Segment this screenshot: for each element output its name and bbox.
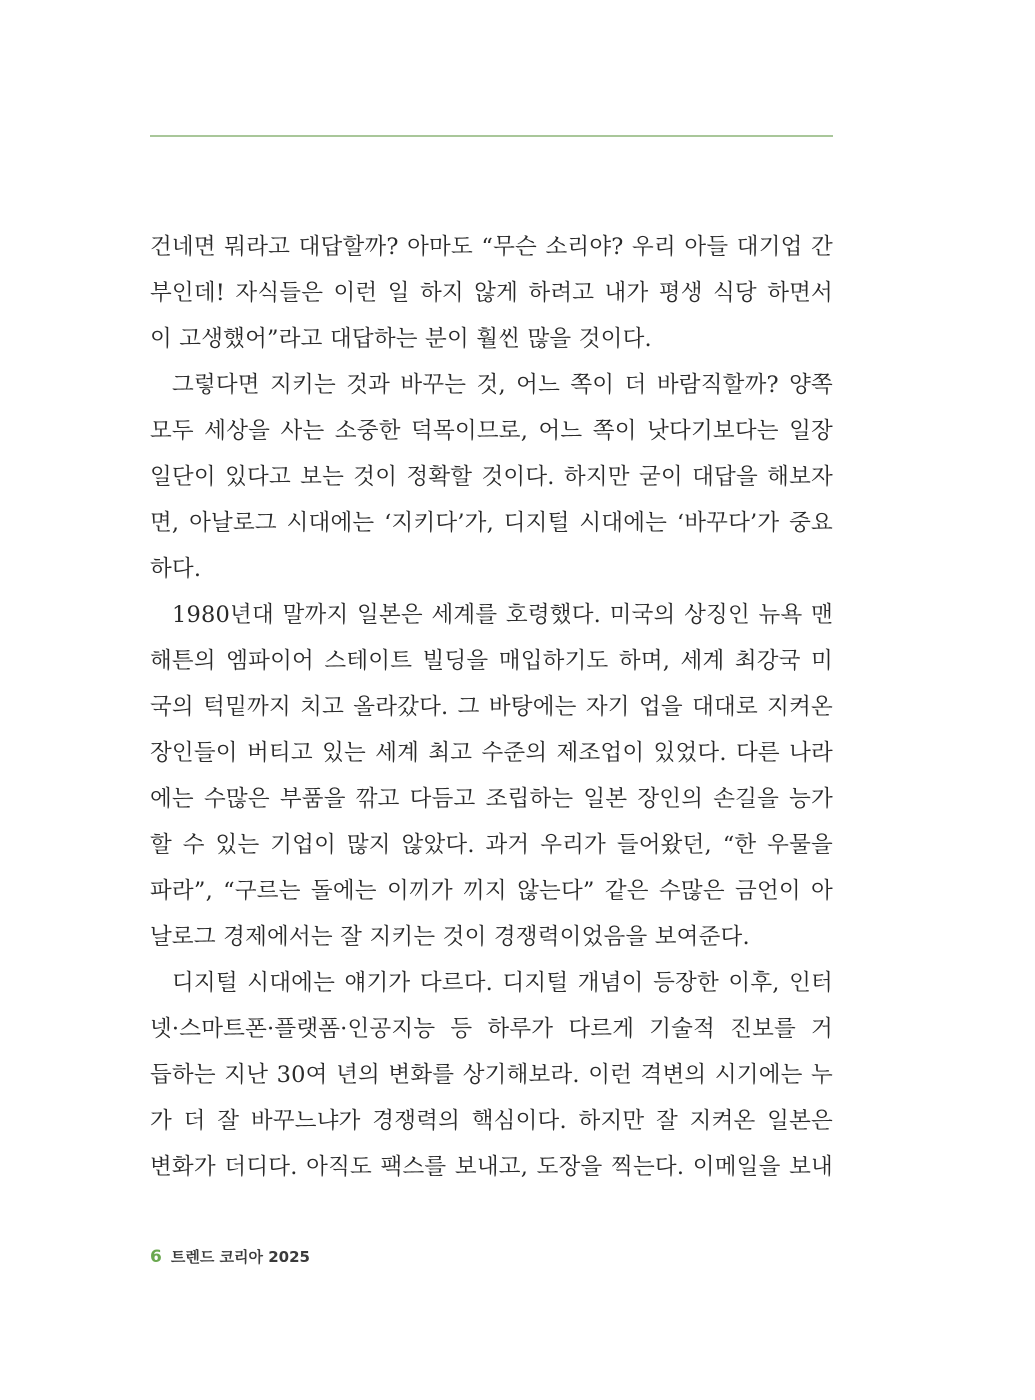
text-line: 가 더 잘 바꾸느냐가 경쟁력의 핵심이다. 하지만 잘 지켜온 일본은 xyxy=(150,1108,833,1134)
paragraph xyxy=(150,960,833,1190)
text-line: 하다. xyxy=(150,556,202,582)
text-line: 모두 세상을 사는 소중한 덕목이므로, 어느 쪽이 낫다기보다는 일장 xyxy=(150,418,833,444)
text-line: 할 수 있는 기업이 많지 않았다. 과거 우리가 들어왔던, “한 우물을 xyxy=(150,832,833,858)
header-rule xyxy=(150,135,833,137)
text-line: 듭하는 지난 30여 년의 변화를 상기해보라. 이런 격변의 시기에는 누 xyxy=(150,1062,833,1088)
text-line: 국의 턱밑까지 치고 올라갔다. 그 바탕에는 자기 업을 대대로 지켜온 xyxy=(150,694,833,720)
running-title: 트렌드 코리아 2025 xyxy=(170,1248,310,1266)
text-line: 부인데! 자식들은 이런 일 하지 않게 하려고 내가 평생 식당 하면서 xyxy=(150,280,833,306)
text-line: 건네면 뭐라고 대답할까? 아마도 “무슨 소리야? 우리 아들 대기업 간 xyxy=(150,234,833,260)
paragraph xyxy=(150,592,833,960)
text-line: 파라”, “구르는 돌에는 이끼가 끼지 않는다” 같은 수많은 금언이 아 xyxy=(150,878,833,904)
paragraph xyxy=(150,224,833,362)
text-line: 날로그 경제에서는 잘 지키는 것이 경쟁력이었음을 보여준다. xyxy=(150,924,750,950)
page-body xyxy=(150,224,833,1190)
text-line: 에는 수많은 부품을 깎고 다듬고 조립하는 일본 장인의 손길을 능가 xyxy=(150,786,833,812)
text-line: 해튼의 엠파이어 스테이트 빌딩을 매입하기도 하며, 세계 최강국 미 xyxy=(150,648,833,674)
text-line: 장인들이 버티고 있는 세계 최고 수준의 제조업이 있었다. 다른 나라 xyxy=(150,740,833,766)
text-line: 넷·스마트폰·플랫폼·인공지능 등 하루가 다르게 기술적 진보를 거 xyxy=(150,1016,833,1042)
page-number: 6 xyxy=(150,1247,162,1267)
text-line: 변화가 더디다. 아직도 팩스를 보내고, 도장을 찍는다. 이메일을 보내 xyxy=(150,1154,833,1180)
page-footer xyxy=(150,1246,310,1267)
text-line: 이 고생했어”라고 대답하는 분이 훨씬 많을 것이다. xyxy=(150,326,652,352)
text-line: 디지털 시대에는 얘기가 다르다. 디지털 개념이 등장한 이후, 인터 xyxy=(172,970,833,996)
text-line: 면, 아날로그 시대에는 ‘지키다’가, 디지털 시대에는 ‘바꾸다’가 중요 xyxy=(150,510,833,536)
text-line: 1980년대 말까지 일본은 세계를 호령했다. 미국의 상징인 뉴욕 맨 xyxy=(172,602,833,628)
paragraph xyxy=(150,362,833,592)
text-line: 일단이 있다고 보는 것이 정확할 것이다. 하지만 굳이 대답을 해보자 xyxy=(150,464,833,490)
text-line: 그렇다면 지키는 것과 바꾸는 것, 어느 쪽이 더 바람직할까? 양쪽 xyxy=(172,372,833,398)
